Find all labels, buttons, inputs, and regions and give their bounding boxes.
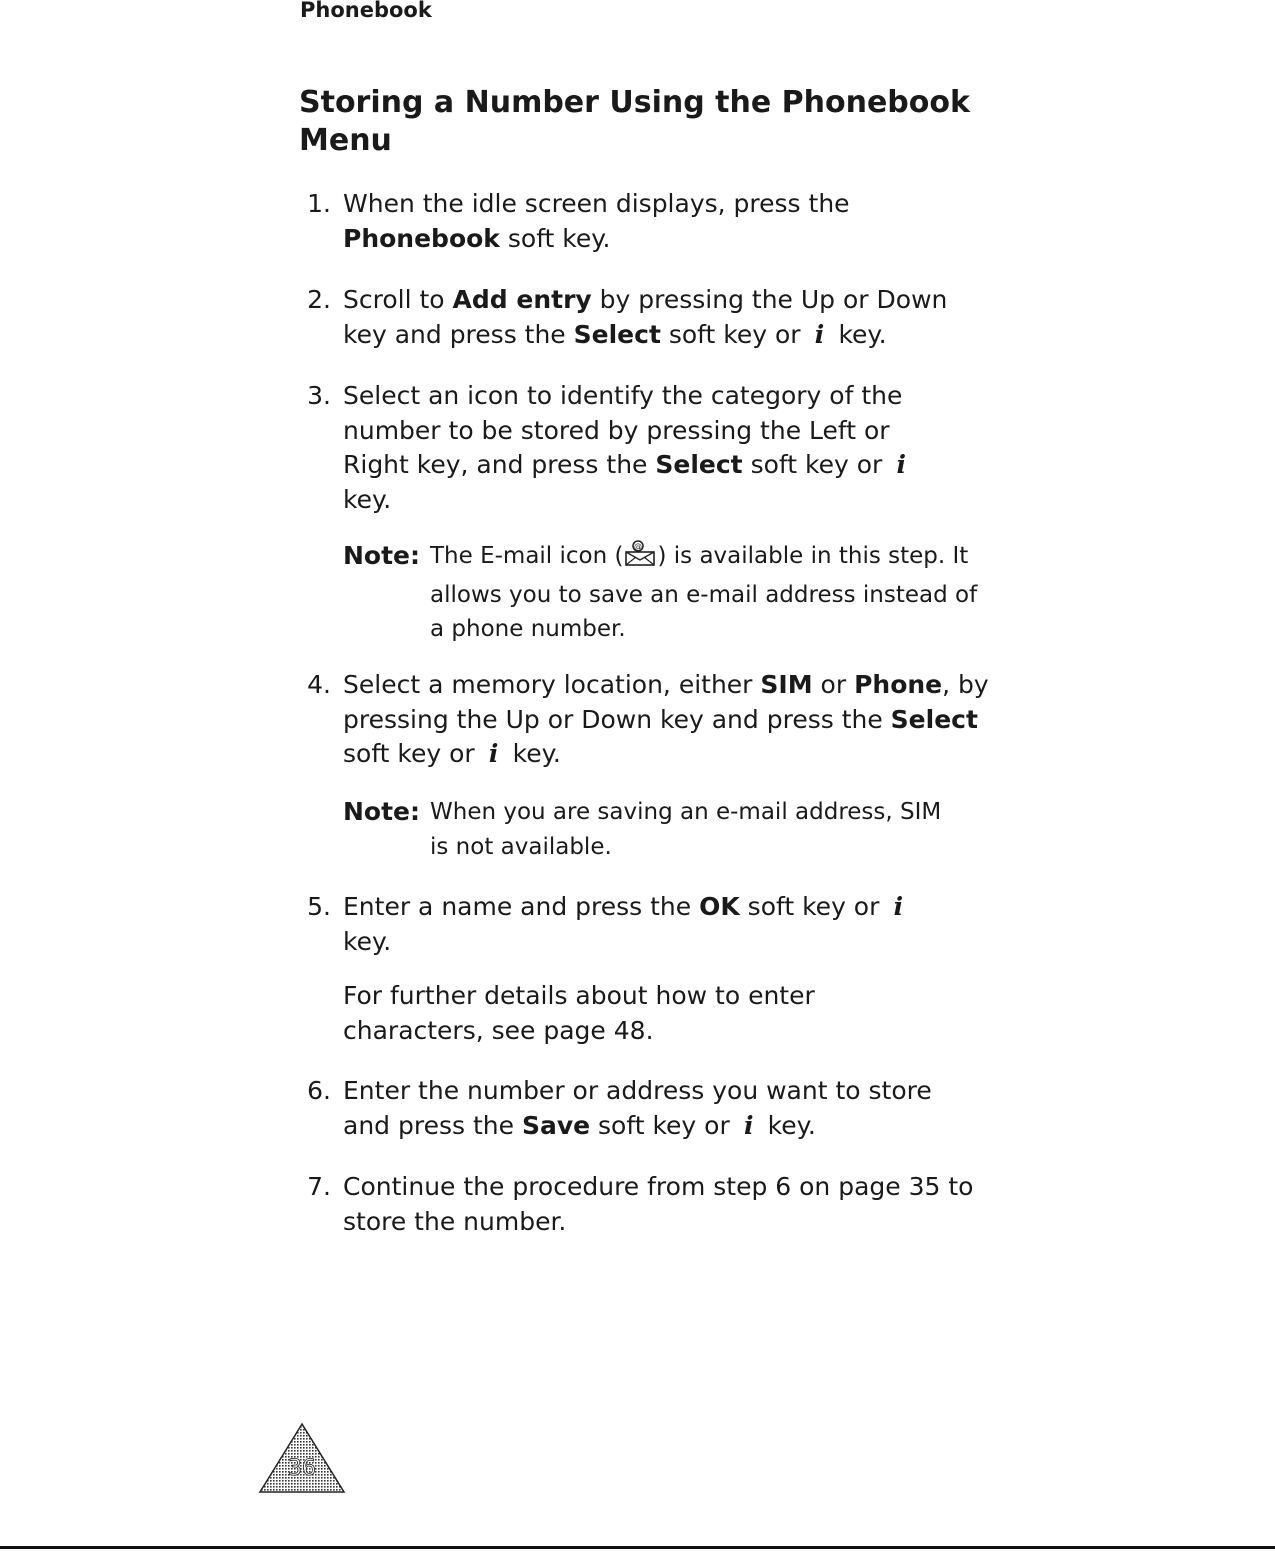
page-title: Storing a Number Using the Phonebook Menu xyxy=(299,85,970,158)
bold-term: Select xyxy=(890,704,978,734)
step-text: key. xyxy=(830,319,887,349)
running-header: Phonebook xyxy=(300,0,432,22)
step-number: 6. xyxy=(307,1076,331,1105)
note-email-icon xyxy=(343,539,983,647)
step-number: 3. xyxy=(307,381,331,410)
i-key-icon: i xyxy=(893,892,904,921)
step-1 xyxy=(299,187,999,256)
note-sim xyxy=(343,795,983,864)
step-5 xyxy=(299,890,999,959)
triangle-page-badge xyxy=(258,1420,346,1494)
bold-term: Select xyxy=(573,319,661,349)
step-number: 5. xyxy=(307,892,331,921)
page-number: 36 xyxy=(288,1456,316,1481)
step-text: Enter a name and press the xyxy=(343,892,700,921)
i-key-icon: i xyxy=(814,319,825,349)
step-text: soft key or xyxy=(739,892,888,921)
step-number: 7. xyxy=(307,1172,331,1201)
step-number: 1. xyxy=(307,189,331,218)
step-text: soft key. xyxy=(499,223,611,253)
step-text: soft key or xyxy=(343,739,483,768)
note-label: Note: xyxy=(343,541,421,570)
bold-term: Save xyxy=(521,1110,591,1140)
step-6 xyxy=(299,1074,999,1143)
email-icon xyxy=(623,539,657,578)
step-text: soft key or xyxy=(742,450,891,479)
bold-term: OK xyxy=(699,892,740,921)
step-7 xyxy=(299,1170,999,1239)
step-text: key. xyxy=(759,1110,816,1140)
note-text: The E-mail icon ( xyxy=(430,543,624,569)
note-text: ) is available in this step. It allows you to save an e-mail address instead of a phone number. xyxy=(430,543,978,642)
step-text: key. xyxy=(343,484,392,514)
further-details xyxy=(343,979,883,1048)
step-text: Select an icon to identify the category of the number to be stored by pressing the Left or Right key, and press the xyxy=(343,381,903,479)
step-number: 2. xyxy=(307,285,331,314)
bold-term: Add entry xyxy=(452,285,592,314)
step-4 xyxy=(299,668,999,772)
step-3 xyxy=(299,379,999,517)
step-text: key. xyxy=(343,926,392,956)
bold-term: Select xyxy=(655,450,743,479)
i-key-icon: i xyxy=(743,1110,754,1140)
step-text: by pressing the Up or Down key and press the xyxy=(343,285,948,349)
step-text: When the idle screen displays, press the xyxy=(343,189,850,218)
bottom-rule xyxy=(0,1546,1275,1549)
step-text: Enter the number or address you want to store and press the xyxy=(343,1076,932,1140)
step-text: or xyxy=(812,670,855,699)
step-2 xyxy=(299,283,999,352)
note-label: Note: xyxy=(343,797,421,826)
further-text: For further details about how to enter characters, see page 48. xyxy=(343,981,815,1045)
i-key-icon: i xyxy=(488,739,499,768)
note-text: When you are saving an e-mail address, SIM is not available. xyxy=(430,799,942,860)
svg-text:@: @ xyxy=(634,542,643,551)
bold-term: Phonebook xyxy=(343,223,500,253)
step-text: , by pressing the Up or Down key and press the xyxy=(343,670,989,734)
step-text: soft key or xyxy=(590,1110,738,1140)
step-text: soft key or xyxy=(660,319,809,349)
step-text: key. xyxy=(504,739,561,768)
step-number: 4. xyxy=(307,670,331,699)
step-text: Continue the procedure from step 6 on page 35 to store the number. xyxy=(343,1172,974,1236)
bold-term: SIM xyxy=(760,670,813,699)
bold-term: Phone xyxy=(854,670,943,699)
step-text: Scroll to xyxy=(343,285,453,314)
i-key-icon: i xyxy=(896,450,906,479)
step-text: Select a memory location, either xyxy=(343,670,761,699)
